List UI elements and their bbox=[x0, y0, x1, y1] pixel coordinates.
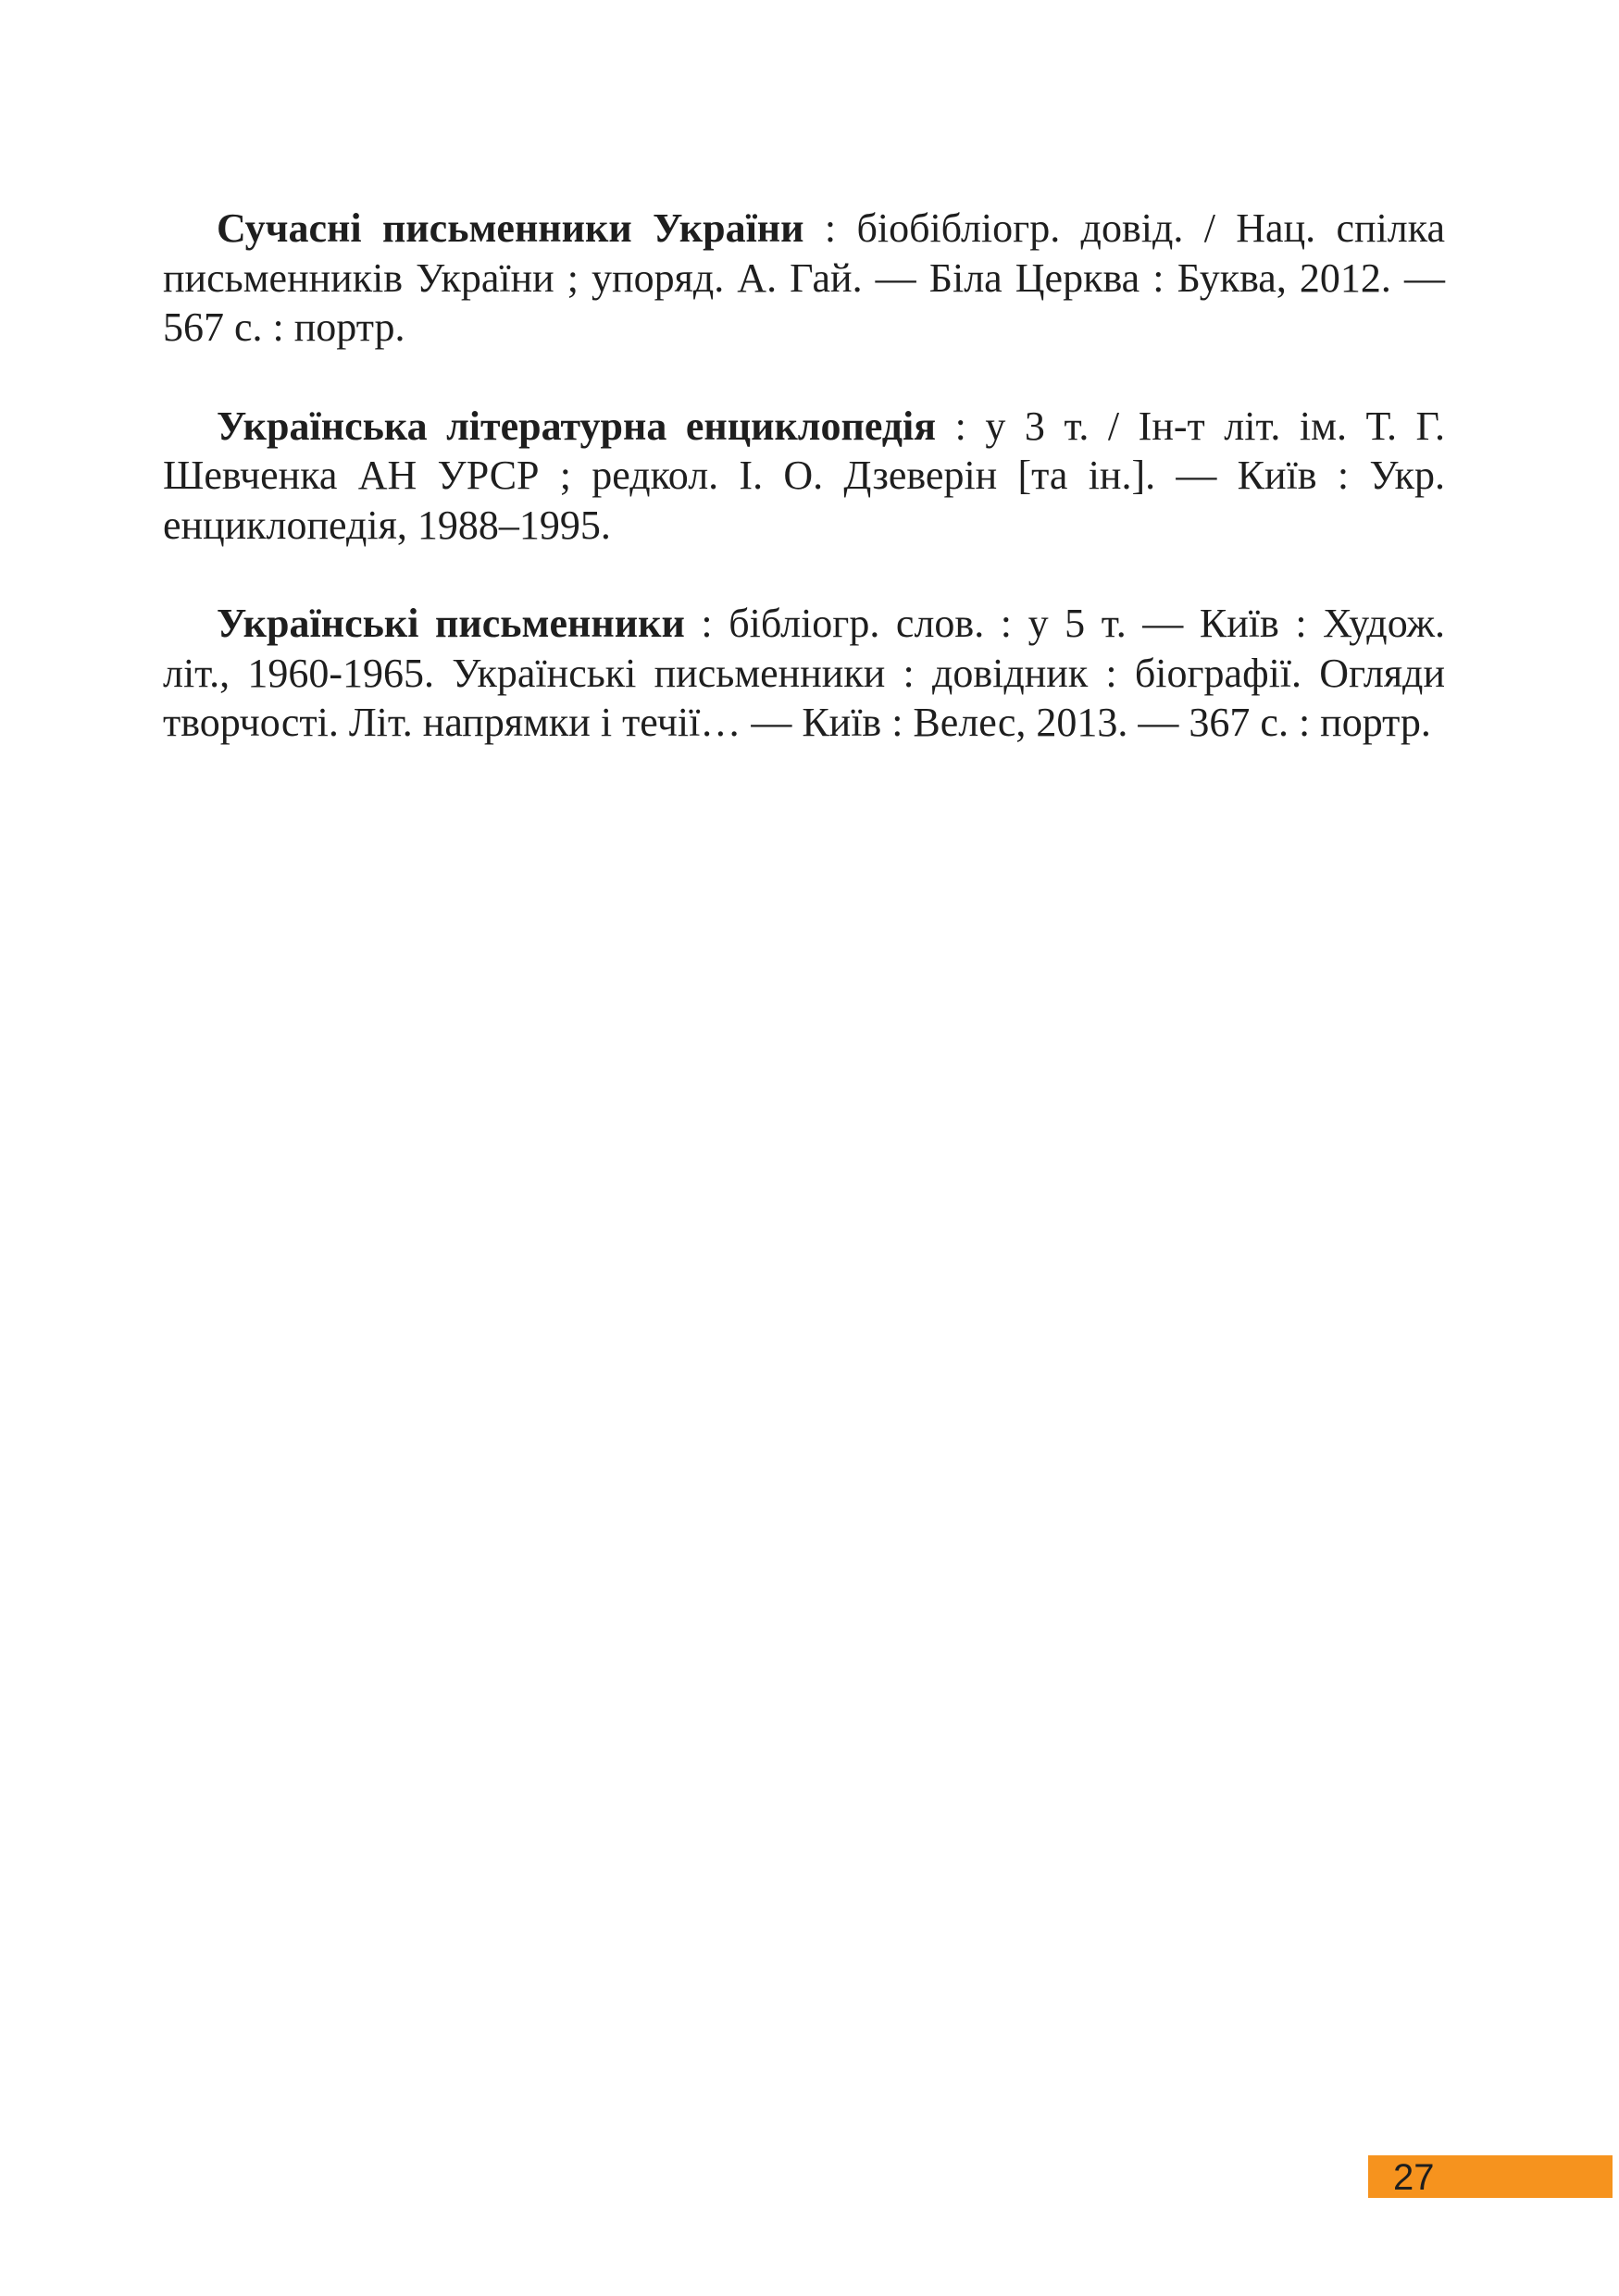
bibliography-entry bbox=[163, 402, 1445, 551]
entry-text: : бібліогр. слов. : у 5 т. — Київ : Худож. літ., 1960-1965. Українські письменники : довідник : біографії. Огляди творчості. Літ. напрямки і течії… — Київ : Велес, 2013. — 367 с. : портр. bbox=[163, 601, 1445, 745]
entry-title: Сучасні письменники України bbox=[217, 205, 804, 251]
entry-text: : у 3 т. / Ін-т літ. ім. Т. Г. Шевченка АН УРСР ; редкол. І. О. Дзеверін [та ін.]. — Київ : Укр. енциклопедія, 1988–1995. bbox=[163, 403, 1445, 548]
page-content bbox=[163, 204, 1445, 797]
entry-text: : біобібліогр. довід. / Нац. спілка письменників України ; упоряд. А. Гай. — Біла Церква : Буква, 2012. — 567 с. : портр. bbox=[163, 205, 1445, 350]
page-number-bar bbox=[1368, 2155, 1613, 2198]
entry-title: Українські письменники bbox=[217, 601, 685, 646]
page-number: 27 bbox=[1393, 2157, 1435, 2198]
bibliography-entry bbox=[163, 599, 1445, 748]
entry-title: Українська літературна енциклопедія bbox=[217, 403, 937, 449]
bibliography-entry bbox=[163, 204, 1445, 353]
